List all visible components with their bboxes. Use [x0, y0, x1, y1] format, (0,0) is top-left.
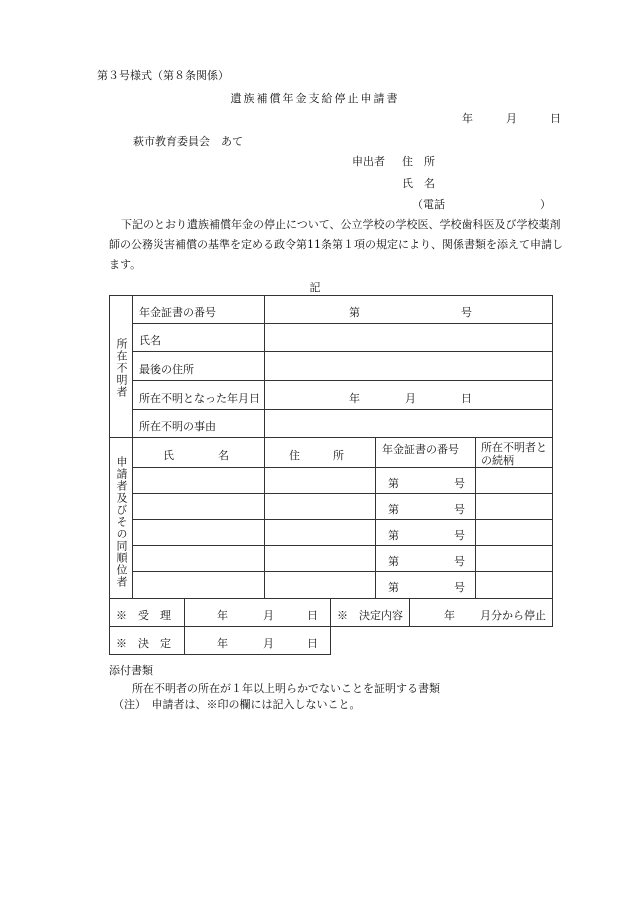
- date-missing-month: 月: [405, 392, 416, 405]
- applicants-label-cell: [109, 437, 133, 599]
- applicant-relation-header: [475, 437, 553, 468]
- applicant-row-5-address[interactable]: [264, 571, 376, 599]
- missing-name-label: 氏名: [139, 334, 161, 347]
- receipt-year: 年: [217, 609, 228, 622]
- applicant-row-2-certificate[interactable]: [375, 493, 476, 520]
- applicant-row-1-relation[interactable]: [475, 467, 553, 494]
- date-month: 月: [506, 112, 517, 125]
- applicant-row-4-relation[interactable]: [475, 545, 553, 572]
- applicant-row-5-relation[interactable]: [475, 571, 553, 599]
- last-address-field[interactable]: [264, 351, 553, 381]
- last-address-label: 最後の住所: [139, 363, 194, 376]
- certificate-go-suffix: 号: [461, 306, 472, 319]
- row-1-go: 号: [454, 477, 465, 490]
- row-5-go: 号: [454, 581, 465, 594]
- applicant-row-3-name[interactable]: [132, 519, 265, 546]
- form-number: 第３号様式（第８条関係）: [97, 69, 229, 82]
- applicant-relation-header-text: 所在不明者との続柄: [481, 441, 547, 467]
- address-label: 住 所: [402, 155, 435, 168]
- receipt-label-cell: [109, 598, 185, 627]
- applicant-address-header: [264, 437, 376, 468]
- decision-content-field[interactable]: [409, 598, 553, 627]
- attachments-item: 所在不明者の所在が１年以上明らかでないことを証明する書類: [132, 682, 440, 695]
- certificate-label: 年金証書の番号: [139, 306, 216, 319]
- certificate-number-field[interactable]: [264, 295, 553, 324]
- applicant-row-5-name[interactable]: [132, 571, 265, 599]
- row-3-no: 第: [388, 529, 399, 542]
- date-missing-label-cell: [132, 380, 265, 410]
- date-missing-label: 所在不明となった年月日: [139, 392, 260, 405]
- date-day: 日: [550, 112, 561, 125]
- applicant-row-2-relation[interactable]: [475, 493, 553, 520]
- stop-month: 月分から停止: [480, 609, 546, 622]
- attachments-title: 添付書類: [109, 664, 153, 677]
- row-4-no: 第: [388, 555, 399, 568]
- decision-label-cell: [109, 626, 185, 655]
- row-1-no: 第: [388, 477, 399, 490]
- name-label-cell: [132, 323, 265, 352]
- missing-person-label: 所在不明者: [115, 338, 128, 398]
- date-missing-field[interactable]: [264, 380, 553, 410]
- applicant-row-3-address[interactable]: [264, 519, 376, 546]
- reason-field[interactable]: [264, 409, 553, 438]
- certificate-no-prefix: 第: [349, 306, 360, 319]
- applicant-row-3-certificate[interactable]: [375, 519, 476, 546]
- applicant-row-5-certificate[interactable]: [375, 571, 476, 599]
- date-line: [462, 110, 561, 126]
- date-missing-day: 日: [461, 392, 472, 405]
- last-address-label-cell: [132, 351, 265, 381]
- receipt-month: 月: [263, 609, 274, 622]
- row-4-go: 号: [454, 555, 465, 568]
- decision-content-label: ※ 決定内容: [337, 609, 403, 622]
- phone-label: （電話: [412, 198, 445, 211]
- missing-name-field[interactable]: [264, 323, 553, 352]
- decision-year: 年: [217, 637, 228, 650]
- applicant-row-1-address[interactable]: [264, 467, 376, 494]
- page-title: 遺族補償年金支給停止申請書: [230, 92, 400, 105]
- receipt-date-field[interactable]: [184, 598, 331, 627]
- row-2-go: 号: [454, 503, 465, 516]
- missing-person-label-cell: [109, 295, 133, 438]
- applicant-row-1-name[interactable]: [132, 467, 265, 494]
- row-3-go: 号: [454, 529, 465, 542]
- applicant-label: 申出者: [352, 155, 385, 168]
- row-2-no: 第: [388, 503, 399, 516]
- applicants-label: 申請者及びその同順位者: [115, 456, 128, 588]
- decision-month: 月: [263, 637, 274, 650]
- applicant-row-4-name[interactable]: [132, 545, 265, 572]
- applicant-name-header: [132, 437, 265, 468]
- decision-day: 日: [307, 637, 318, 650]
- applicant-row-2-name[interactable]: [132, 493, 265, 520]
- row-5-no: 第: [388, 581, 399, 594]
- phone-close: ）: [540, 198, 551, 211]
- date-year: 年: [462, 112, 473, 125]
- name-label: 氏 名: [402, 177, 435, 190]
- applicant-address-header-text: 住 所: [289, 449, 344, 462]
- applicant-row-4-address[interactable]: [264, 545, 376, 572]
- applicant-row-2-address[interactable]: [264, 493, 376, 520]
- receipt-day: 日: [307, 609, 318, 622]
- note-text: （注） 申請者は、※印の欄には記入しないこと。: [113, 698, 361, 711]
- decision-date-field[interactable]: [184, 626, 331, 655]
- date-missing-year: 年: [349, 392, 360, 405]
- body-text: 下記のとおり遺族補償年金の停止について、公立学校の学校医、学校歯科医及び学校薬剤師の公務災害補償の基準を定める政令第11条第１項の規定により、関係書類を添えて申請します。: [109, 218, 563, 271]
- applicant-certificate-header: [375, 437, 476, 468]
- addressee: 萩市教育委員会 あて: [133, 135, 243, 148]
- applicant-name-header-text: 氏 名: [163, 449, 229, 462]
- ki-label: 記: [309, 281, 321, 294]
- decision-label: ※ 決 定: [116, 637, 171, 650]
- applicant-certificate-header-text: 年金証書の番号: [382, 443, 459, 456]
- applicant-row-1-certificate[interactable]: [375, 467, 476, 494]
- receipt-label: ※ 受 理: [116, 609, 171, 622]
- decision-content-label-cell: [330, 598, 410, 627]
- applicant-row-4-certificate[interactable]: [375, 545, 476, 572]
- certificate-label-cell: [132, 295, 265, 324]
- reason-label-cell: [132, 409, 265, 438]
- reason-label: 所在不明の事由: [139, 420, 216, 433]
- applicant-row-3-relation[interactable]: [475, 519, 553, 546]
- stop-year: 年: [444, 609, 455, 622]
